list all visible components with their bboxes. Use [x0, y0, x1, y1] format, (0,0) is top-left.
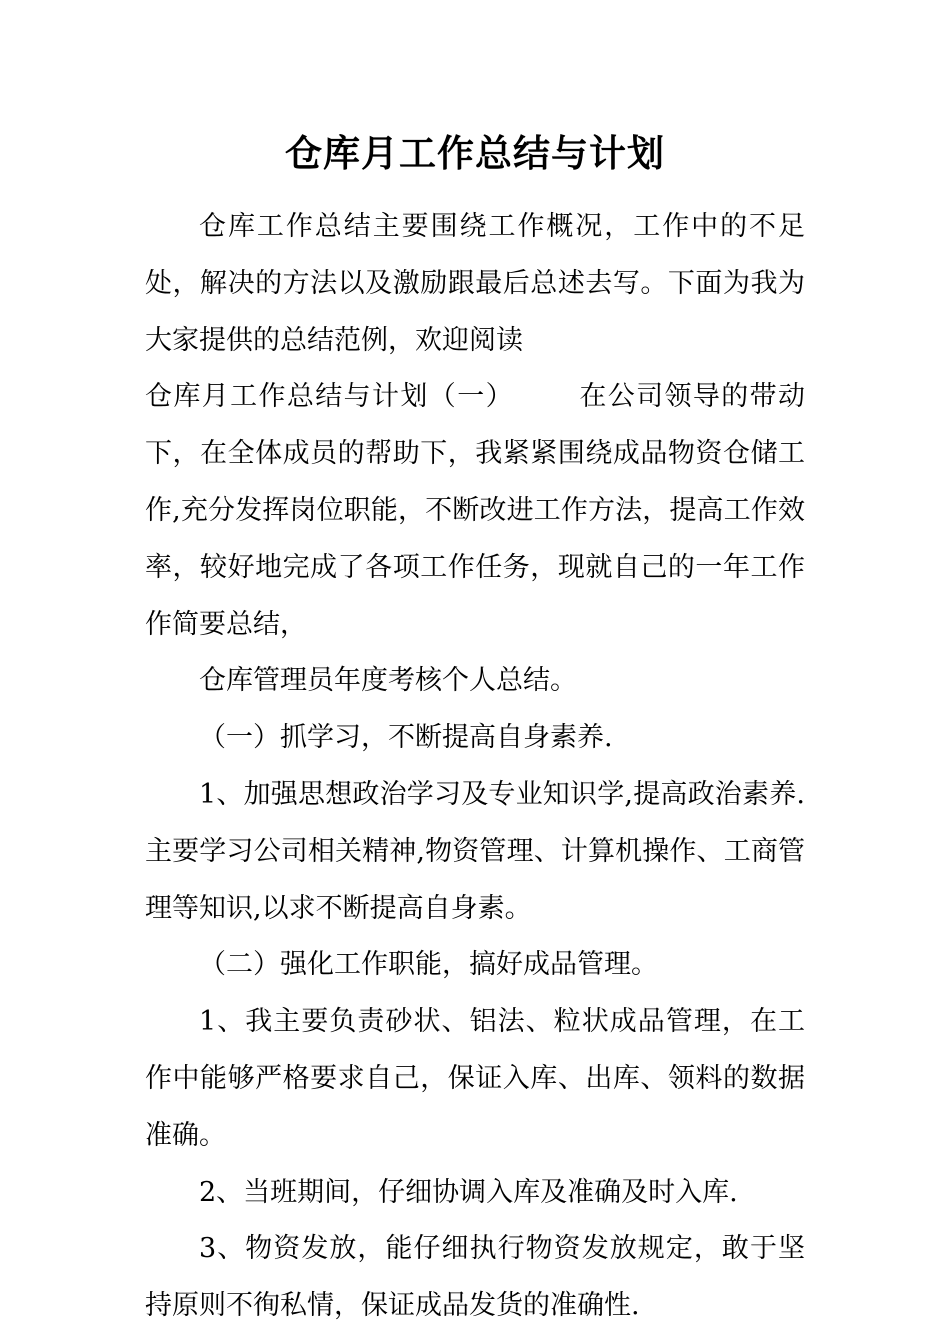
part1-item1-paragraph: 1、加强思想政治学习及专业知识学,提高政治素养.主要学习公司相关精神,物资管理、计算机操作、工商管理等知识,以求不断提高自身素。 — [145, 778, 805, 924]
part2-item2-paragraph: 2、当班期间，仔细协调入库及准确及时入库. — [199, 1176, 738, 1208]
document-body — [145, 199, 805, 1335]
part2-heading: （二）强化工作职能，搞好成品管理。 — [199, 949, 658, 981]
section1-heading: 仓库月工作总结与计划（一） — [145, 381, 514, 413]
part2-item1-paragraph: 1、我主要负责砂状、铝法、粒状成品管理，在工作中能够严格要求自己，保证入库、出库、领料的数据准确。 — [145, 1006, 805, 1151]
intro-paragraph: 仓库工作总结主要围绕工作概况，工作中的不足处，解决的方法以及激励跟最后总述去写。下面为我为大家提供的总结范例，欢迎阅读 — [145, 211, 805, 356]
section1-paragraph — [145, 369, 805, 653]
section1-text: 在公司领导的带动下，在全体成员的帮助下，我紧紧围绕成品物资仓储工作,充分发挥岗位职能，不断改进工作方法，提高工作效率，较好地完成了各项工作任务，现就自己的一年工作作简要总结， — [145, 381, 806, 640]
part1-heading: （一）抓学习，不断提高自身素养. — [199, 722, 613, 754]
part2-item3-paragraph: 3、物资发放，能仔细执行物资发放规定，敢于坚持原则不徇私情，保证成品发货的准确性. — [145, 1233, 805, 1322]
review-paragraph: 仓库管理员年度考核个人总结。 — [199, 665, 577, 697]
document-title: 仓库月工作总结与计划 — [285, 132, 665, 175]
